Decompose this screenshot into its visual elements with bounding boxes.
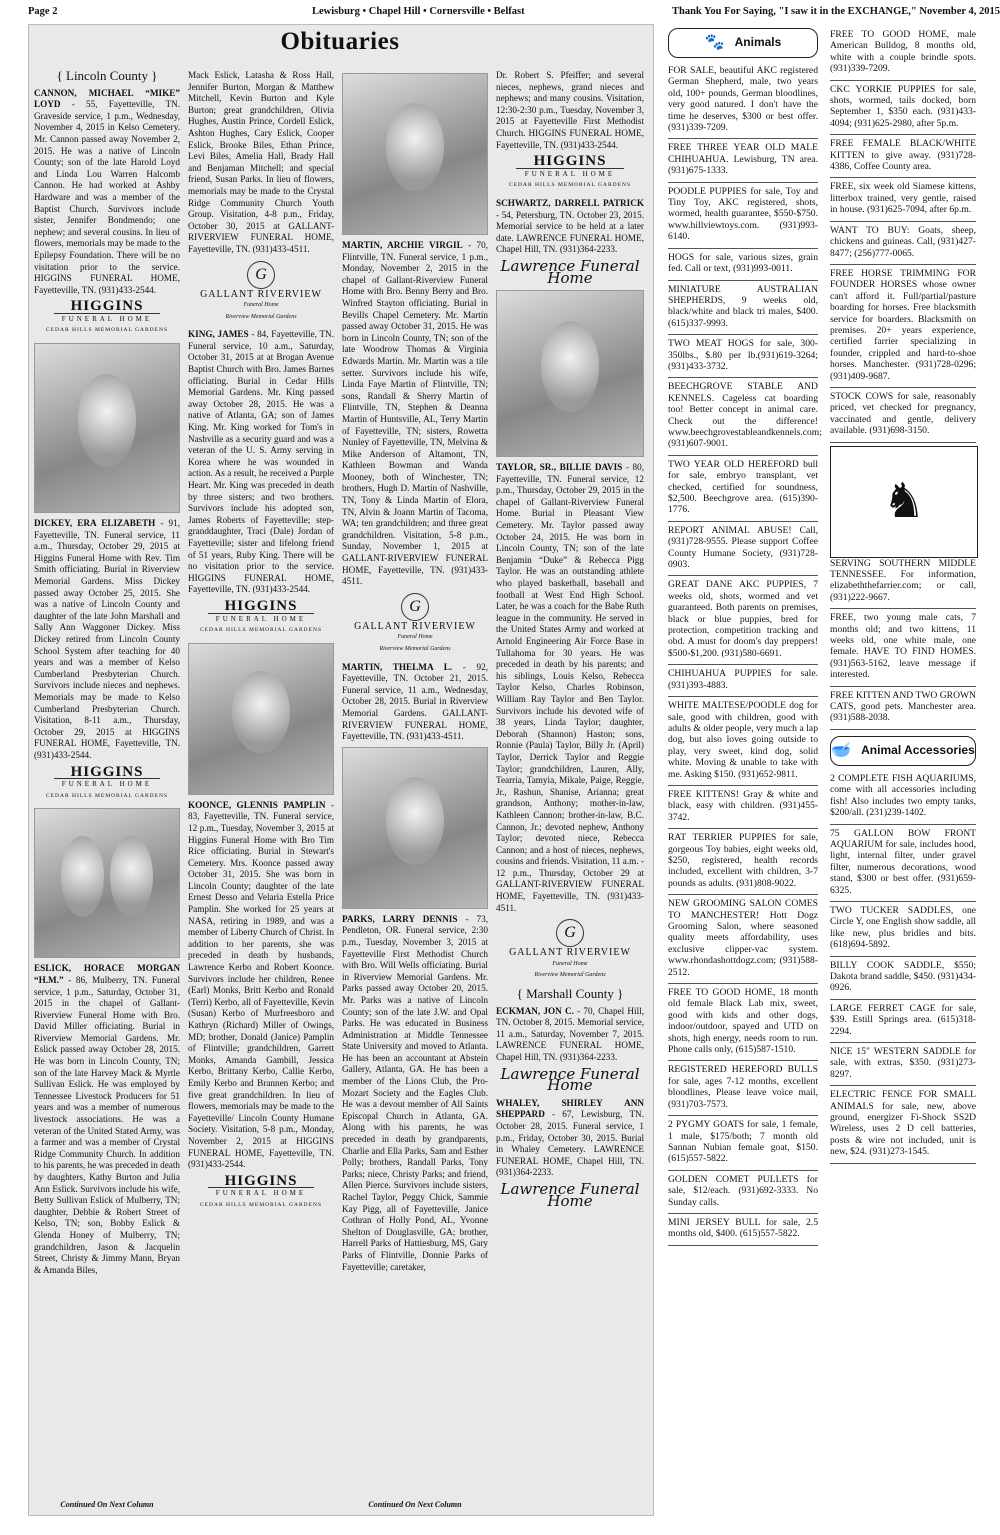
classified-ad: FREE THREE YEAR OLD MALE CHIHUAHUA. Lewisburg, TN area. (931)675-1333. xyxy=(668,139,818,182)
obit-schwartz: SCHWARTZ, DARRELL PATRICK - 54, Petersburg, TN. October 23, 2015. Memorial service to be held at a later date. LAWRENCE FUNERAL HOME, Chapel Hill, TN. (931)364-2233. xyxy=(496,197,644,255)
classified-ad: BILLY COOK SADDLE, $550; Dakota brand saddle, $450. (931)434-0926. xyxy=(830,957,976,1000)
classified-ad: FREE TO GOOD HOME, 18 month old female Black Lab mix, sweet, good with kids and other dogs, indoor/outdoor, spayed and UTD on shots, high energy, needs room to run. Phone calls only, (615)587-1510. xyxy=(668,984,818,1061)
classified-ad: TWO TUCKER SADDLES, one Circle Y, one English show saddle, all like new, plus bridles and bits. (618)694-5892. xyxy=(830,902,976,957)
obit-taylor: TAYLOR, SR., BILLIE DAVIS - 80, Fayetteville, TN. Funeral service, 12 p.m., Thursday, October 29, 2015 in the chapel of Gallant-Riverview Funeral Home. Burial in Pleasant View Cemetery. Mr. Taylor passed away October 24, 2015. He was born in Lincoln County, TN; son of the late Benjamin “Duke” & Rebecca Pigg Taylor. He was an outstanding athlete who played basketball, baseball and football at West End High School. Later, he was a coach for the Babe Ruth league in the community. He served in the United States Army and worked at Arnold Engineering Air Force Base in Tullahoma for 30 years. He was preceded in death by his parents; and his siblings, Louis Kelso, Rebecca Taylor Kelso, Charles Robinson, William Ray Taylor and Ben Taylor. Survivors include his devoted wife of 38 years, Linda Taylor; daughter, Deborah (Shannon) Haston; sons, Ronnie (Paula) Taylor, Billy Jr. (April) Taylor, Derrick Taylor and Reggie Taylor; grandchildren, Lauren, Ally, Tearria, Tamyia, Mikale, Paige, Reggie, Jr., Rashun, Shanise, Arianna; great grandson, Anthony; mother-in-law, Kathleen Cannon; brother-in-law, B.C. Cannon, Jr.; devoted nephew, Anthony Taylor; devoted niece, Rebecca Cannon; and a host of nieces, nephews, cousins and friends. Visitation, 11 a.m. - 12 p.m., Thursday, October 29 at GALLANT-RIVERVIEW FUNERAL HOME, Fayetteville, TN. (931)433-4511. xyxy=(496,462,644,913)
county-heading-lincoln: { Lincoln County } xyxy=(56,68,158,83)
obit-name: KOONCE, GLENNIS PAMPLIN xyxy=(188,799,326,810)
classified-ad: FREE FEMALE BLACK/WHITE KITTEN to give away. (931)728-4386, Coffee County area. xyxy=(830,135,976,178)
classified-list-2a xyxy=(830,26,976,443)
photo-taylor xyxy=(496,290,644,457)
obit-name: ECKMAN, JON C. xyxy=(496,1005,574,1016)
higgins-logo: HIGGINS FUNERAL HOME CEDAR HILLS MEMORIAL GARDENS xyxy=(45,298,169,334)
obit-cannon: CANNON, MICHAEL “MIKE” LOYD - 55, Fayetteville, TN. Graveside service, 1 p.m., Wednesday, November 4, 2015 in Kelso Cemetery. Mr. Cannon passed away November 2, 2015. He was a native of Lincoln County; son of the late Harold Loyd and Linda Lou Warren Halcomb Cannon. He had worked at Ashby Hardware and was a member of the Baptist Church. Survivors include sister, Jennifer Bondmendo; one nephew; and several cousins. In lieu of flowers, memorials may be made to the Epilepsy Foundation. There will be no visitation prior to the service. HIGGINS FUNERAL HOME, Fayetteville, TN. (931)433-2544. xyxy=(34,87,180,295)
obit-martin-thelma: MARTIN, THELMA L. - 92, Fayetteville, TN. October 21, 2015. Funeral service, 11 a.m., Wednesday, October 28, 2015. Burial in Riverview Memorial Gardens. GALLANT-RIVERVIEW FUNERAL HOME, Fayetteville, TN. (931)433-4511. xyxy=(342,661,489,742)
photo-dickey xyxy=(34,343,180,513)
horse-head-icon: ♞ xyxy=(830,446,978,558)
farrier-ad: ♞ SERVING SOUTHERN MIDDLE TENNESSEE. For information, elizabeththefarrier.com; or call, (931)222-9667. xyxy=(830,443,976,610)
obit-whaley: WHALEY, SHIRLEY ANN SHEPPARD - 67, Lewisburg, TN. October 28, 2015. Funeral service, 1 p.m., Friday, October 30, 2015. Burial in Whaley Cemetery. LAWRENCE FUNERAL HOME, Chapel Hill, TN. (931)364-2233. xyxy=(496,1097,644,1178)
page-number: Page 2 xyxy=(28,6,58,17)
classified-ad: BEECHGROVE STABLE AND KENNELS. Cageless cat boarding too! Better concept in animal care. Check out the difference! www.beechgrovestableandkennels.com; (931)607-9001. xyxy=(668,378,818,455)
classified-column-2 xyxy=(830,26,976,1164)
gallant-logo: G GALLANT RIVERVIEW Funeral Home Riverview Memorial Gardens xyxy=(496,919,644,982)
animals-category-box: 🐾 Animals xyxy=(668,28,818,58)
classified-ad: ELECTRIC FENCE FOR SMALL ANIMALS for sale, new, above ground, energizer Fi-Shock SS2D Wireless, uses 2 D cell batteries, posts & wire not included, unit is new, $24. (931)273-1545. xyxy=(830,1086,976,1163)
continued-note: Continued On Next Column xyxy=(60,1500,154,1509)
classified-ad: 2 COMPLETE FISH AQUARIUMS, come with all accessories including fish! Also includes two empty tanks, $200/all. (231)239-1402. xyxy=(830,770,976,825)
obit-eckman: ECKMAN, JON C. - 70, Chapel Hill, TN. October 8, 2015. Memorial service, 11 a.m., Saturday, November 7, 2015. LAWRENCE FUNERAL HOME, Chapel Hill, TN. (931)364-2233. xyxy=(496,1005,644,1062)
obit-koonce: KOONCE, GLENNIS PAMPLIN - 83, Fayetteville, TN. Funeral service, 12 p.m., Tuesday, November 3, 2015 at Higgins Funeral Home with Bro Tim Rice officiating. Burial in Stewart's Cemetery. Mrs. Koonce passed away October 31, 2015. She was born in Lincoln County; daughter of the late Ernest Desso and Velaria Estella Price Pamplin. She worked for 25 years at NASA, retiring in 1989, and was a member of Liberty Church of Christ. In addition to her parents, she was preceded in death by husbands, Lawrence Kerbo and Robert Koonce. Survivors include her children, Renee (Earl) Monks, Britt Kerbo and Ronald (Terri) Kerbo, all of Fayetteville, Kevin (Susan) Kerbo of Murfreesboro and Kathryn (Richard) Miller of Owings, MD; brother, Donald (Janice) Pamplin of Flintville; grandchildren, Garrett Monks, Amanda Gambill, Jessica Kerbo, Brittany Kerbo, Callie Kerbo, Emily Kerbo and Brannen Kerbo; and five great grandchildren. In lieu of flowers, memorials may be made to the Fayetteville/ Lincoln County Humane Society. Visitation, 5-8 p.m., Monday, November 2, 2015 at HIGGINS FUNERAL HOME, Fayetteville, TN. (931)433-2544. xyxy=(188,799,334,1170)
header-towns: Lewisburg • Chapel Hill • Cornersville • Belfast xyxy=(312,6,525,17)
higgins-logo: HIGGINS FUNERAL HOME CEDAR HILLS MEMORIAL GARDENS xyxy=(199,597,323,634)
classified-ad: FREE HORSE TRIMMING FOR FOUNDER HORSES whose owner can't afford it. Full/partial/pasture boarding for horses. Free blacksmith service for boarders. Blacksmith on premises. 20+ years experience, certified farrier specializing in founder, crippled and hard-to-shoe horses. Manchester. (931)728-0296; (931)409-9687. xyxy=(830,265,976,388)
photo-koonce xyxy=(188,643,334,795)
obit-column-3 xyxy=(342,70,488,1277)
classified-ad: WANT TO BUY: Goats, sheep, chickens and guineas. Call, (931)427-8477; (256)777-0065. xyxy=(830,222,976,265)
obit-name: MARTIN, ARCHIE VIRGIL xyxy=(342,240,463,250)
lawrence-logo: Lawrence Funeral Home xyxy=(500,1064,640,1095)
classified-ad: MINIATURE AUSTRALIAN SHEPHERDS, 9 weeks old, black/white and black tri males, $400. (615)337-9993. xyxy=(668,281,818,336)
obit-parks-continued: Dr. Robert S. Pfeiffer; and several nieces, nephews, grand nieces and nephews; and many cousins. Visitation, 12:30-2:30 p.m., Tuesday, November 3, 2015 at Fayetteville First Methodist Church. HIGGINS FUNERAL HOME, Fayetteville, TN. (931)433-2544. xyxy=(496,70,644,150)
classified-ad: GOLDEN COMET PULLETS for sale, $12/each. (931)692-3333. No Sunday calls. xyxy=(668,1171,818,1214)
classified-ad: FREE, six week old Siamese kittens, litterbox trained, very gentle, raised in house. (931)625-7094, after 6p.m. xyxy=(830,178,976,221)
classified-ad: TWO YEAR OLD HEREFORD bull for sale, embryo transplant, vet checked, certified for soundness, $2,500. Beechgrove area. (615)390-1776. xyxy=(668,456,818,522)
woof-bowl-icon: 🥣 xyxy=(831,742,852,760)
classified-ad: RAT TERRIER PUPPIES for sale, gorgeous Toy babies, eight weeks old, $250, registered, health records included, excellent with children, 3-7 pounds as adults. (931)808-9022. xyxy=(668,829,818,895)
obit-name: TAYLOR, SR., BILLIE DAVIS xyxy=(496,462,623,473)
obit-name: WHALEY, SHIRLEY ANN SHEPPARD xyxy=(496,1097,644,1120)
obit-name: CANNON, MICHAEL “MIKE” LOYD xyxy=(34,87,180,110)
classified-ad: REPORT ANIMAL ABUSE! Call, (931)728-9555. Please support Coffee County Humane Society, (931)728-0903. xyxy=(668,522,818,577)
classified-ad: GREAT DANE AKC PUPPIES, 7 weeks old, shots, wormed and vet guaranteed. Both parents on premises, black or blue puppies, bred for protection, competition tracking and obd. A must for doom's day preppers! $500-$1,200. (931)580-6691. xyxy=(668,576,818,665)
classified-ad: TWO MEAT HOGS for sale, 300-350lbs., $.80 per lb.(931)619-3264; (931)433-3732. xyxy=(668,335,818,378)
obit-name: PARKS, LARRY DENNIS xyxy=(342,913,458,924)
photo-parks xyxy=(342,747,488,909)
header-tagline: Thank You For Saying, "I saw it in the EXCHANGE," November 4, 2015 xyxy=(672,6,1000,17)
classified-ad: 2 PYGMY GOATS for sale, 1 female, 1 male, $175/both; 7 month old Sannan Nubian female goat, $150. (615)557-5822. xyxy=(668,1116,818,1171)
lawrence-logo: Lawrence Funeral Home xyxy=(500,256,640,287)
classified-list-2c xyxy=(830,770,976,1164)
photo-martin-archie xyxy=(342,73,488,235)
classified-ad: NICE 15" WESTERN SADDLE for sale, with extras, $350. (931)273-8297. xyxy=(830,1043,976,1086)
gallant-logo: G GALLANT RIVERVIEW Funeral Home Riverview Memorial Gardens xyxy=(342,593,488,656)
classified-ad: 75 GALLON BOW FRONT AQUARIUM for sale, includes hood, light, internal filter, under gravel filter, numerous decorations, wood stand, $300 or best offer. (931)659-6325. xyxy=(830,825,976,902)
lawrence-logo: Lawrence Funeral Home xyxy=(500,1179,640,1210)
obit-column-1 xyxy=(34,70,180,1280)
county-heading-marshall: { Marshall County } xyxy=(516,986,624,1002)
classified-ad: FREE, two young male cats, 7 months old; and two kittens, 11 weeks old, one white male, one female. HAVE TO FIND HOMES. (931)563-5162, leave message if interested. xyxy=(830,609,976,686)
classified-ad: CHIHUAHUA PUPPIES for sale. (931)393-4883. xyxy=(668,665,818,697)
gallant-logo: G GALLANT RIVERVIEW Funeral Home Riverview Memorial Gardens xyxy=(188,261,334,324)
classified-list-2b xyxy=(830,609,976,730)
obit-eslick-continued: Mack Eslick, Latasha & Ross Hall, Jennifer Burton, Morgan & Matthew Mitchell, Kevin Burton and Kyle Burton; great grandchildren, Olivia Hughes, Austin Prince, Cordell Eslick, Ashton Hughes, Cary Eslick, Cooper Eslick, Brooke Biles, Ethan Prince, Levi Biles, Amelia Hall, Brady Hall and Benjaman Mitchell; and special friend, Susan Parks. In lieu of flowers, memorials may be made to the Crystal Ridge Community Church Youth Group. Visitation, 4-8 p.m., Friday, October 30, 2015 at GALLANT-RIVERVIEW FUNERAL HOME, Fayetteville, TN. (931)433-4511. xyxy=(188,70,334,254)
classified-ad: POODLE PUPPIES for sale, Toy and Tiny Toy, AKC registered, shots, wormed, health guarantee, $550-$750. www.hillviewtoys.com. (931)993-6140. xyxy=(668,183,818,249)
higgins-logo: HIGGINS FUNERAL HOME CEDAR HILLS MEMORIAL GARDENS xyxy=(45,763,169,799)
obit-name: MARTIN, THELMA L. xyxy=(342,661,453,672)
obit-eslick: ESLICK, HORACE MORGAN “H.M.” - 86, Mulberry, TN. Funeral service, 1 p.m., Saturday, October 31, 2015 in the chapel of Gallant-Riverview Funeral Home with Bro. David Miller officiating. Burial in Riverview Memorial Gardens. Mr. Eslick passed away October 28, 2015. He was born in Lincoln County, TN; son of the late Harvey Mack & Myrtle Sullivan Eslick. He was employed by Tennessee Livestock Producers for 51 years and was a member of numerous livestock associations. He was a veteran of the United Stated Army, was a farmer and was a member of Crystal Ridge Community Church. In addition to his parents, he was preceded in death by daughters, Kathy Burton and Julia Ann Eslick. Survivors include his wife, Betty Sullivan Eslick of Mulberry, TN; daughter, Debbie & Robert Street of Kelso, TN; son, Bobby Eslick & Glenda Honey of Mulberry, TN; grandchildren, Jason & Jacquelin Street, Christy & Jimmy Mann, Bryan & Amanda Biles, xyxy=(34,963,180,1275)
continued-note: Continued On Next Column xyxy=(368,1500,462,1509)
obit-martin-archie: MARTIN, ARCHIE VIRGIL - 70, Flintville, TN. Funeral service, 1 p.m., Monday, November 2, 2015 in the chapel of Gallant-Riverview Funeral Home with Bro. Benny Berry and Bro. Winfred Stayton officiating. Burial in Bevills Chapel Cemetery. Mr. Martin passed away October 31, 2015. He was born in Lincoln County, TN; son of the late Woodrow Thomas & Virginia Edwards Martin. Mr. Martin was a tile setter. Survivors include his wife, Linda Faye Martin of Flintville, TN; sons, Randall & Sherry Martin of Flintville, TN, Stephen & Deanna Martin of Huntsville, AL, Terry Martin of Fayetteville, TN; sisters, Rowetta Nunley of Fayetteville, TN, Melvina & Mike Anderson of Altamont, TN, Kathleen Bowman and Wanda Mooney, both of Winchester, TN; brothers, Hugh D. Martin of Nashville, TN, Tony & Linda Martin of Elora, TN, Alvin & Joann Martin of Tacoma, WA; ten grandchildren; and three great grandchildren. Visitation, 5-8 p.m., Sunday, November 1, 2015 at GALLANT-RIVERVIEW FUNERAL HOME, Fayetteville, TN. (931)433-4511. xyxy=(342,240,489,587)
obit-name: SCHWARTZ, DARRELL PATRICK xyxy=(496,197,644,208)
classified-list-1 xyxy=(668,62,822,1246)
classified-ad: NEW GROOMING SALON COMES TO MANCHESTER! Hott Dogz Grooming Salon, where seasoned quality meets affordability, uses exclusive clipper-vac system. www.rhondashottdogz.com; (931)588-2512. xyxy=(668,895,818,984)
classified-ad: LARGE FERRET CAGE for sale, $39. Estill Springs area. (615)318-2294. xyxy=(830,1000,976,1043)
higgins-logo: HIGGINS FUNERAL HOME CEDAR HILLS MEMORIAL GARDENS xyxy=(199,1172,323,1208)
classified-ad: FREE KITTENS! Gray & white and black, easy with children. (931)455-3742. xyxy=(668,786,818,829)
accessories-category-box: 🥣 Animal Accessories xyxy=(830,736,976,766)
classified-column-1 xyxy=(668,26,822,1246)
obit-parks: PARKS, LARRY DENNIS - 73, Pendleton, OR. Funeral service, 2:30 p.m., Tuesday, November 3, 2015 at Fayetteville First Methodist Church with Bro. Will Wells officiating. Burial in Riverview Memorial Gardens. Mr. Parks passed away October 20, 2015. Mr. Parks was a native of Lincoln County; son of the late J.W. and Opal Parks. He was educated in Business Administration at Middle Tennessee State University and moved to Atlanta. He has been an accountant at Abstein Gallery, Atlanta, GA. He has been a member of the Lions Club, the Pro-Mozart Society and the Eagles Club. He was a devout member of All Saints Episcopal Church in Atlanta, GA. Along with his parents, he was preceded in death by grandparents, Charlie and Ella Parks, Sam and Esther Polly; brothers, Randall Parks, Tony Parks; niece, Christy Parks; and friend, Allen Pierce. Survivors include sisters, Rachel Taylor, Peggy Chick, Sammie Kay Pigg, all of Fayetteville, Janice Cothran of Holly Pond, AL, Yvonne Shelton of Douglasville, GA; brother, Harrell Parks of Hattiesburg, MS, Gary Parks of Flintville, Donnie Parks of Fayetteville; caretaker, xyxy=(342,913,488,1272)
classified-ad: HOGS for sale, various sizes, grain fed. Call or text, (931)993-0011. xyxy=(668,249,818,281)
classified-ad: FREE TO GOOD HOME, male American Bulldog, 8 months old, white with a couple brindle spots. (931)339-7209. xyxy=(830,26,976,81)
obit-name: ESLICK, HORACE MORGAN “H.M.” xyxy=(34,963,180,985)
higgins-logo: HIGGINS FUNERAL HOME CEDAR HILLS MEMORIAL GARDENS xyxy=(508,153,632,189)
classified-ad: REGISTERED HEREFORD BULLS for sale, ages 7-12 months, excellent bloodlines, Please leave voice mail, (931)703-7573. xyxy=(668,1061,818,1116)
classified-ad: FREE KITTEN AND TWO GROWN CATS, good pets. Manchester area. (931)588-2038. xyxy=(830,687,976,730)
classified-ad: MINI JERSEY BULL for sale, 2.5 months old, $400. (615)557-5822. xyxy=(668,1214,818,1246)
obit-dickey: DICKEY, ERA ELIZABETH - 91, Fayetteville, TN. Funeral service, 11 a.m., Thursday, October 29, 2015 at Higgins Funeral Home with Rev. Tim Smith officiating. Burial in Riverview Memorial Gardens. Miss Dickey passed away October 25, 2015. She was a native of Lincoln County and daughter of the late John Marshall and Sally Ann Waggoner Dickey. Miss Dickey retired from Lincoln County School System after teaching for 40 years and was a member of Kelso Cumberland Presbyterian Church. Survivors include nieces and nephews. Memorials may be made to Kelso Cumberland Presbyterian Church. Visitation, 8-11 a.m., Thursday, October 29, 2015 at HIGGINS FUNERAL HOME, Fayetteville, TN. (931)433-2544. xyxy=(34,518,180,760)
obituaries-title: Obituaries xyxy=(280,28,400,55)
obit-column-4 xyxy=(496,70,644,1213)
obit-name: KING, JAMES xyxy=(188,329,249,340)
classified-ad: STOCK COWS for sale, reasonably priced, vet checked for pregnancy, vaccinated and gentle, delivery available. (931)698-3150. xyxy=(830,388,976,443)
obit-column-2 xyxy=(188,70,334,1218)
classified-ad: FOR SALE, beautiful AKC registered German Shepherd, male, two years old, 100+ pounds, German bloodlines, very good natured. I don't have the time he deserves, $300 or best offer. (931)339-7209. xyxy=(668,62,818,139)
photo-eslick xyxy=(34,808,180,958)
obit-name: DICKEY, ERA ELIZABETH xyxy=(34,518,156,529)
obit-king: KING, JAMES - 84, Fayetteville, TN. Funeral service, 10 a.m., Saturday, October 31, 2015 at at Brogan Avenue Baptist Church with Bro. James Barnes officiating. Burial in Cedar Hills Memorial Gardens. Mr. King passed away October 28, 2015. He was a native of Atlanta, GA; son of James King. Mr. King worked for Tom's in Nashville as a security guard and was a veteran of the U. S. Army serving in Korea where he was wounded in action. As a result, he received a Purple Heart. Mr. King was preceded in death by three sisters; and two brothers. Survivors include his adopted son, James Roberts of Fayetteville; step-granddaughter, Traci (Dale) Jordan of Fayetteville; sister and lifelong friend of 51 years, Ruby King. There will be no visitation prior to the service. HIGGINS FUNERAL HOME, Fayetteville, TN. (931)433-2544. xyxy=(188,329,334,595)
classified-ad: CKC YORKIE PUPPIES for sale, shots, wormed, tails docked, born September 1, $350 each. (931)433-4094; (931)625-2980, after 5p.m. xyxy=(830,81,976,136)
classified-ad: WHITE MALTESE/POODLE dog for sale, good with children, good with adults & older people, very much a lap dog, but also loves going outside to play, very sweet, kind dog, solid white. Moving & unable to take with me. Asking $150. (931)652-9811. xyxy=(668,697,818,786)
page-header xyxy=(0,0,1000,20)
paw-icon: 🐾 xyxy=(704,34,725,52)
